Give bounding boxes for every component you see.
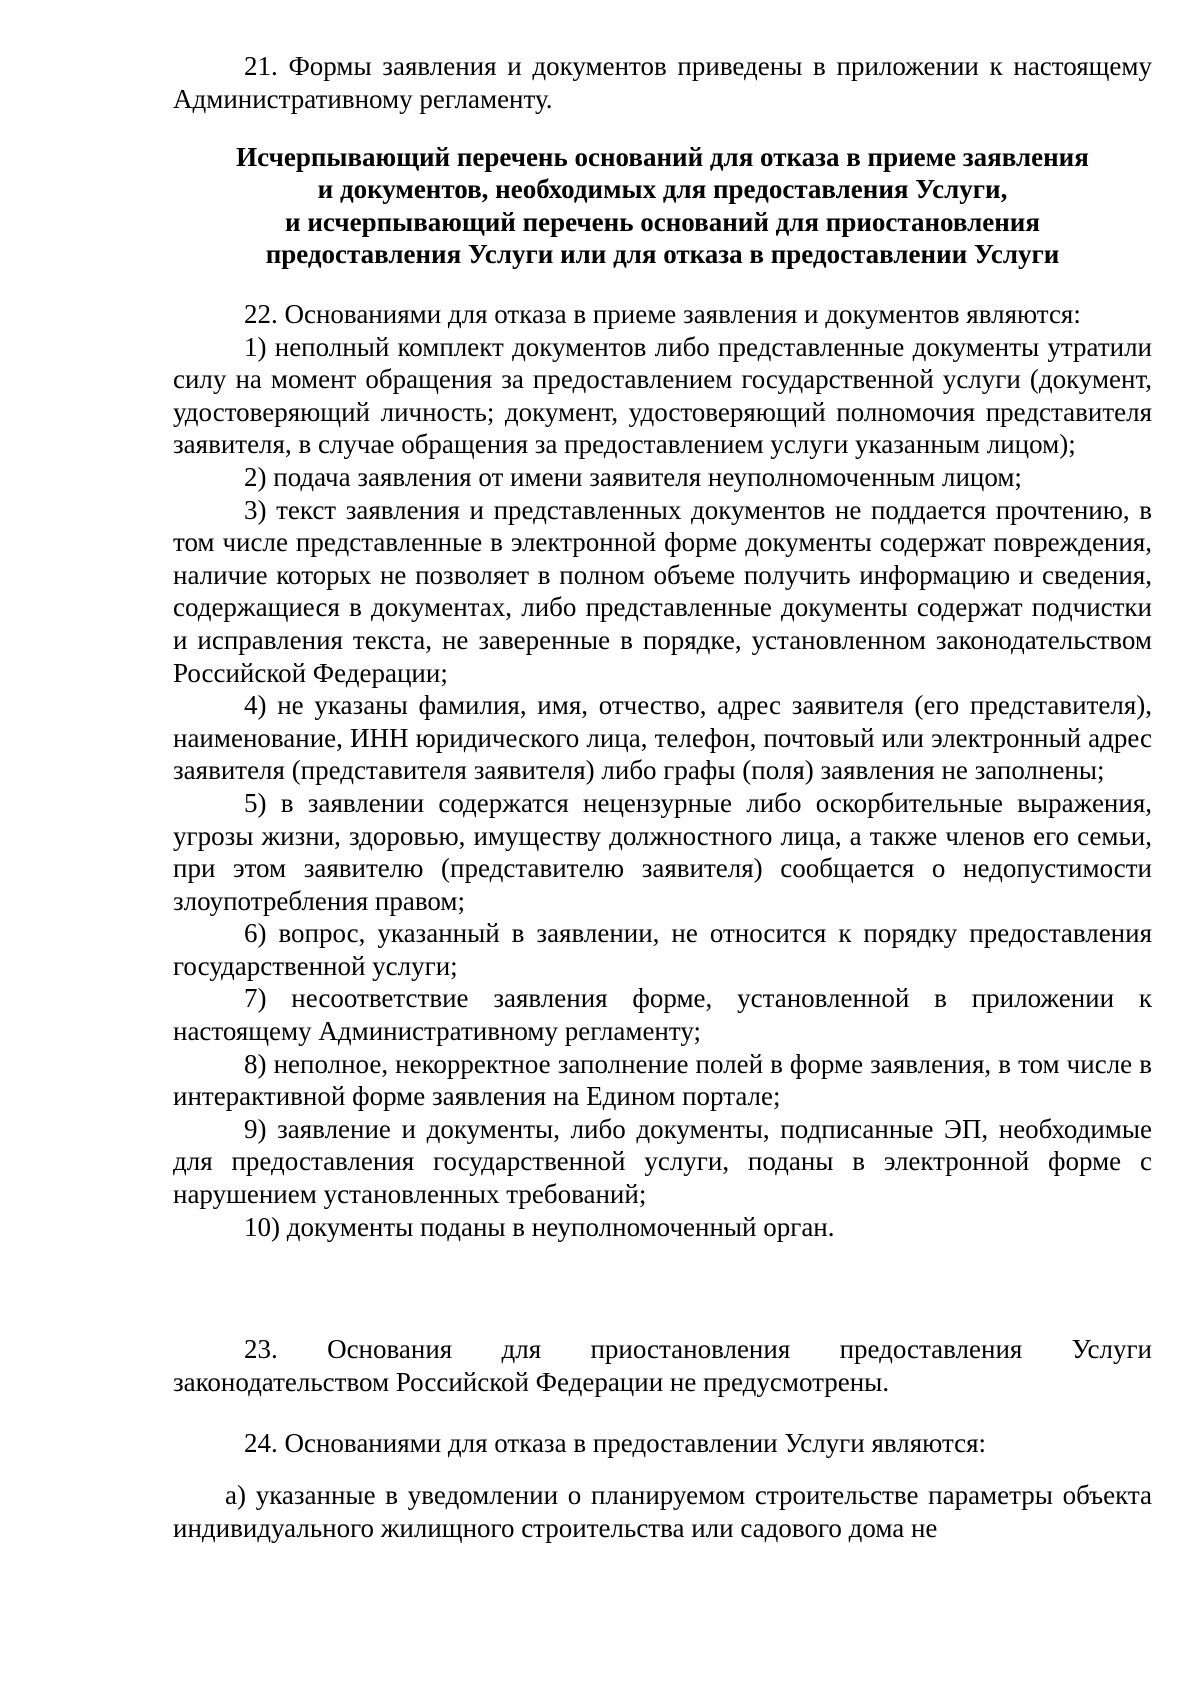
list-item-22-9: 9) заявление и документы, либо документы, подписанные ЭП, необходимые для предоставления государственной услуги, поданы в электронной форме с нарушением установленных требований; bbox=[173, 1113, 1152, 1210]
list-item-22-10: 10) документы поданы в неуполномоченный орган. bbox=[244, 1211, 835, 1242]
heading-line: Исчерпывающий перечень оснований для отказа в приеме заявления bbox=[236, 142, 1089, 173]
paragraph-24: 24. Основаниями для отказа в предоставлении Услуги являются: bbox=[244, 1428, 987, 1459]
list-item-22-2: 2) подача заявления от имени заявителя неуполномоченным лицом; bbox=[244, 461, 1022, 492]
paragraph-23: 23. Основания для приостановления предоставления Услуги законодательством Российской Федерации не предусмотрены. bbox=[173, 1334, 1152, 1397]
list-item-22-7: 7) несоответствие заявления форме, установленной в приложении к настоящему Административному регламенту; bbox=[173, 983, 1152, 1047]
heading-line: и документов, необходимых для предоставления Услуги, bbox=[317, 174, 1008, 205]
list-item-24-a: а) указанные в уведомлении о планируемом строительстве параметры объекта индивидуального жилищного строительства или садового дома не bbox=[173, 1480, 1152, 1543]
section-heading bbox=[173, 141, 1152, 270]
list-item-22-4: 4) не указаны фамилия, имя, отчество, адрес заявителя (его представителя), наименование, ИНН юридического лица, телефон, почтовый или электронный адрес заявителя (представителя заявителя) либо графы (поля) заявления не заполнены; bbox=[173, 690, 1152, 786]
list-item-22-6: 6) вопрос, указанный в заявлении, не относится к порядку предоставления государственной услуги; bbox=[173, 918, 1152, 981]
document-page bbox=[173, 50, 1152, 1544]
list-item-22-5: 5) в заявлении содержатся нецензурные либо оскорбительные выражения, угрозы жизни, здоровью, имуществу должностного лица, а также членов его семьи, при этом заявителю (представителю заявителя) сообщается о недопустимости злоупотребления правом; bbox=[173, 787, 1152, 916]
heading-line: предоставления Услуги или для отказа в предоставлении Услуги bbox=[265, 238, 1060, 269]
list-item-22-1: 1) неполный комплект документов либо представленные документы утратили силу на момент обращения за предоставлением государственной услуги (документ, удостоверяющий личность; документ, удостоверяющий полномочия представителя заявителя, в случае обращения за предоставлением услуги указанным лицом); bbox=[173, 331, 1152, 460]
paragraph-21: 21. Формы заявления и документов приведены в приложении к настоящему Административному регламенту. bbox=[173, 51, 1152, 114]
list-item-22-3: 3) текст заявления и представленных документов не поддается прочтению, в том числе представленные в электронной форме документы содержат повреждения, наличие которых не позволяет в полном объеме получить информацию и сведения, содержащиеся в документах, либо представленные документы содержат подчистки и исправления текста, не заверенные в порядке, установленном законодательством Российской Федерации; bbox=[173, 494, 1152, 688]
heading-line: и исчерпывающий перечень оснований для приостановления bbox=[285, 206, 1040, 237]
list-item-22-8: 8) неполное, некорректное заполнение полей в форме заявления, в том числе в интерактивной форме заявления на Едином портале; bbox=[173, 1048, 1152, 1112]
paragraph-22: 22. Основаниями для отказа в приеме заявления и документов являются: bbox=[244, 299, 1081, 329]
